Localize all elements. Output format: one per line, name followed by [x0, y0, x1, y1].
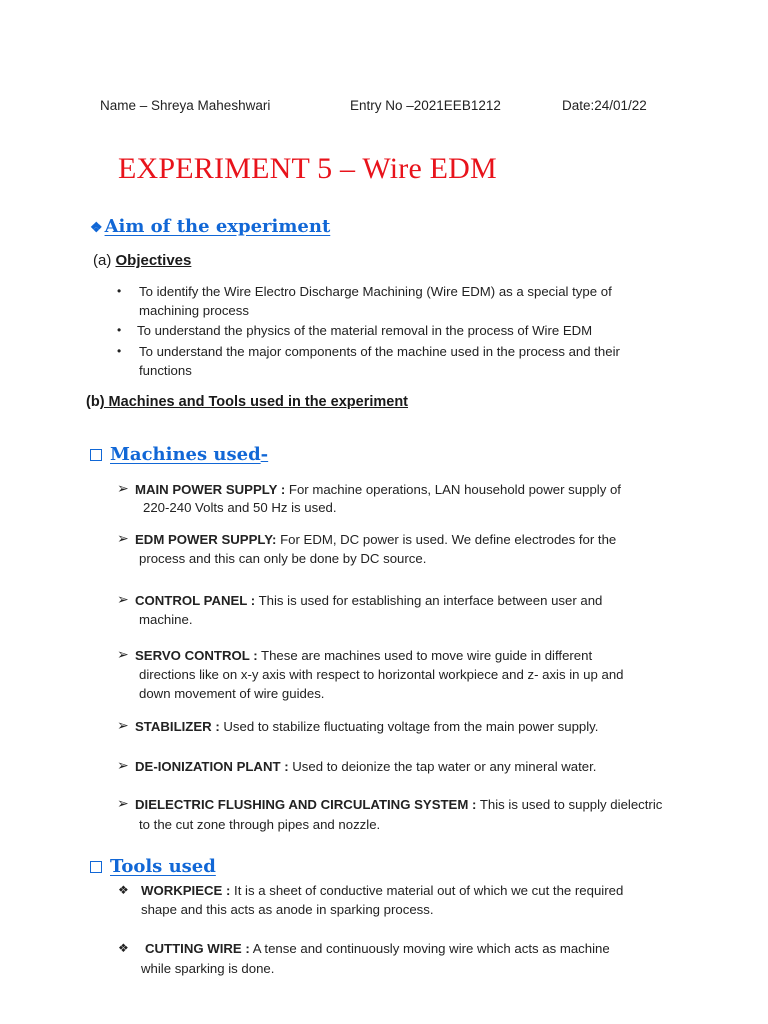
tool-desc-line: shape and this acts as anode in sparking process.	[141, 902, 434, 917]
machine-desc-line: machine.	[139, 612, 193, 627]
machine-term: SERVO CONTROL :	[135, 648, 258, 663]
machines-used-dash: -	[260, 444, 269, 465]
tool-term: WORKPIECE :	[141, 883, 231, 898]
objectives-heading	[93, 252, 191, 269]
checkbox-icon	[90, 861, 102, 873]
objective-line: machining process	[139, 303, 249, 318]
page-title: EXPERIMENT 5 – Wire EDM	[118, 152, 497, 185]
machine-desc: For machine operations, LAN household power supply of	[285, 482, 621, 497]
checkbox-icon	[90, 449, 102, 461]
machine-term: DIELECTRIC FLUSHING AND CIRCULATING SYSTEM :	[135, 797, 477, 812]
objectives-heading-text: Objectives	[115, 252, 192, 269]
machines-tools-heading-text: ) Machines and Tools used in the experiment	[99, 394, 409, 410]
machine-term: STABILIZER :	[135, 719, 220, 734]
objective-line: To identify the Wire Electro Discharge Machining (Wire EDM) as a special type of	[139, 284, 612, 299]
arrow-icon: ➢	[117, 795, 129, 811]
tool-desc: A tense and continuously moving wire which acts as machine	[249, 941, 610, 956]
machine-item	[135, 759, 596, 774]
machine-term: EDM POWER SUPPLY:	[135, 532, 277, 547]
machine-desc: Used to stabilize fluctuating voltage from the main power supply.	[219, 719, 599, 734]
machine-term: MAIN POWER SUPPLY :	[135, 482, 286, 497]
bullet-icon: •	[117, 344, 122, 358]
diamond-icon: ❖	[90, 220, 103, 236]
objective-line: functions	[139, 363, 192, 378]
date: Date:24/01/22	[562, 98, 647, 113]
machine-desc-line: to the cut zone through pipes and nozzle.	[139, 817, 381, 832]
machine-desc: These are machines used to move wire guide in different	[257, 648, 593, 663]
machines-used-heading	[90, 444, 268, 465]
arrow-icon: ➢	[117, 480, 129, 496]
tool-desc: It is a sheet of conductive material out of which we cut the required	[230, 883, 624, 898]
tool-term: CUTTING WIRE :	[145, 941, 250, 956]
machines-used-heading-text: Machines used	[110, 444, 261, 465]
entry-number: Entry No –2021EEB1212	[350, 98, 501, 113]
tools-used-heading	[90, 856, 216, 877]
arrow-icon: ➢	[117, 530, 129, 546]
machine-desc: Used to deionize the tap water or any mineral water.	[288, 759, 597, 774]
machine-desc-line: directions like on x-y axis with respect to horizontal workpiece and z- axis in up and	[139, 667, 624, 682]
machine-item	[135, 593, 602, 608]
machine-item	[135, 532, 616, 547]
tool-item	[141, 883, 623, 898]
arrow-icon: ➢	[117, 646, 129, 662]
machine-desc: For EDM, DC power is used. We define electrodes for the	[276, 532, 617, 547]
aim-heading	[90, 216, 330, 237]
tool-item	[145, 941, 610, 956]
diamond-icon: ❖	[118, 883, 129, 897]
machine-term: DE-IONIZATION PLANT :	[135, 759, 289, 774]
machine-term: CONTROL PANEL :	[135, 593, 256, 608]
student-name: Name – Shreya Maheshwari	[100, 98, 271, 113]
machine-desc: This is used to supply dielectric	[476, 797, 663, 812]
machines-tools-prefix: (b	[86, 394, 100, 410]
machine-desc-line: process and this can only be done by DC source.	[139, 551, 427, 566]
machine-desc: This is used for establishing an interface between user and	[255, 593, 603, 608]
tool-desc-line: while sparking is done.	[141, 961, 275, 976]
aim-heading-text: Aim of the experiment	[104, 216, 331, 237]
arrow-icon: ➢	[117, 717, 129, 733]
machine-desc-line: 220-240 Volts and 50 Hz is used.	[143, 500, 337, 515]
objective-line: To understand the physics of the material removal in the process of Wire EDM	[137, 323, 593, 338]
machines-tools-heading	[86, 394, 408, 410]
tools-used-heading-text: Tools used	[110, 856, 216, 877]
machine-item	[135, 719, 598, 734]
machine-item	[135, 648, 592, 663]
machine-item	[135, 482, 621, 497]
diamond-icon: ❖	[118, 941, 129, 955]
arrow-icon: ➢	[117, 757, 129, 773]
objectives-prefix: (a)	[93, 252, 116, 269]
objective-line: To understand the major components of the machine used in the process and their	[139, 344, 620, 359]
machine-item	[135, 797, 662, 812]
machine-desc-line: down movement of wire guides.	[139, 686, 325, 701]
arrow-icon: ➢	[117, 591, 129, 607]
bullet-icon: •	[117, 323, 122, 337]
bullet-icon: •	[117, 284, 122, 298]
